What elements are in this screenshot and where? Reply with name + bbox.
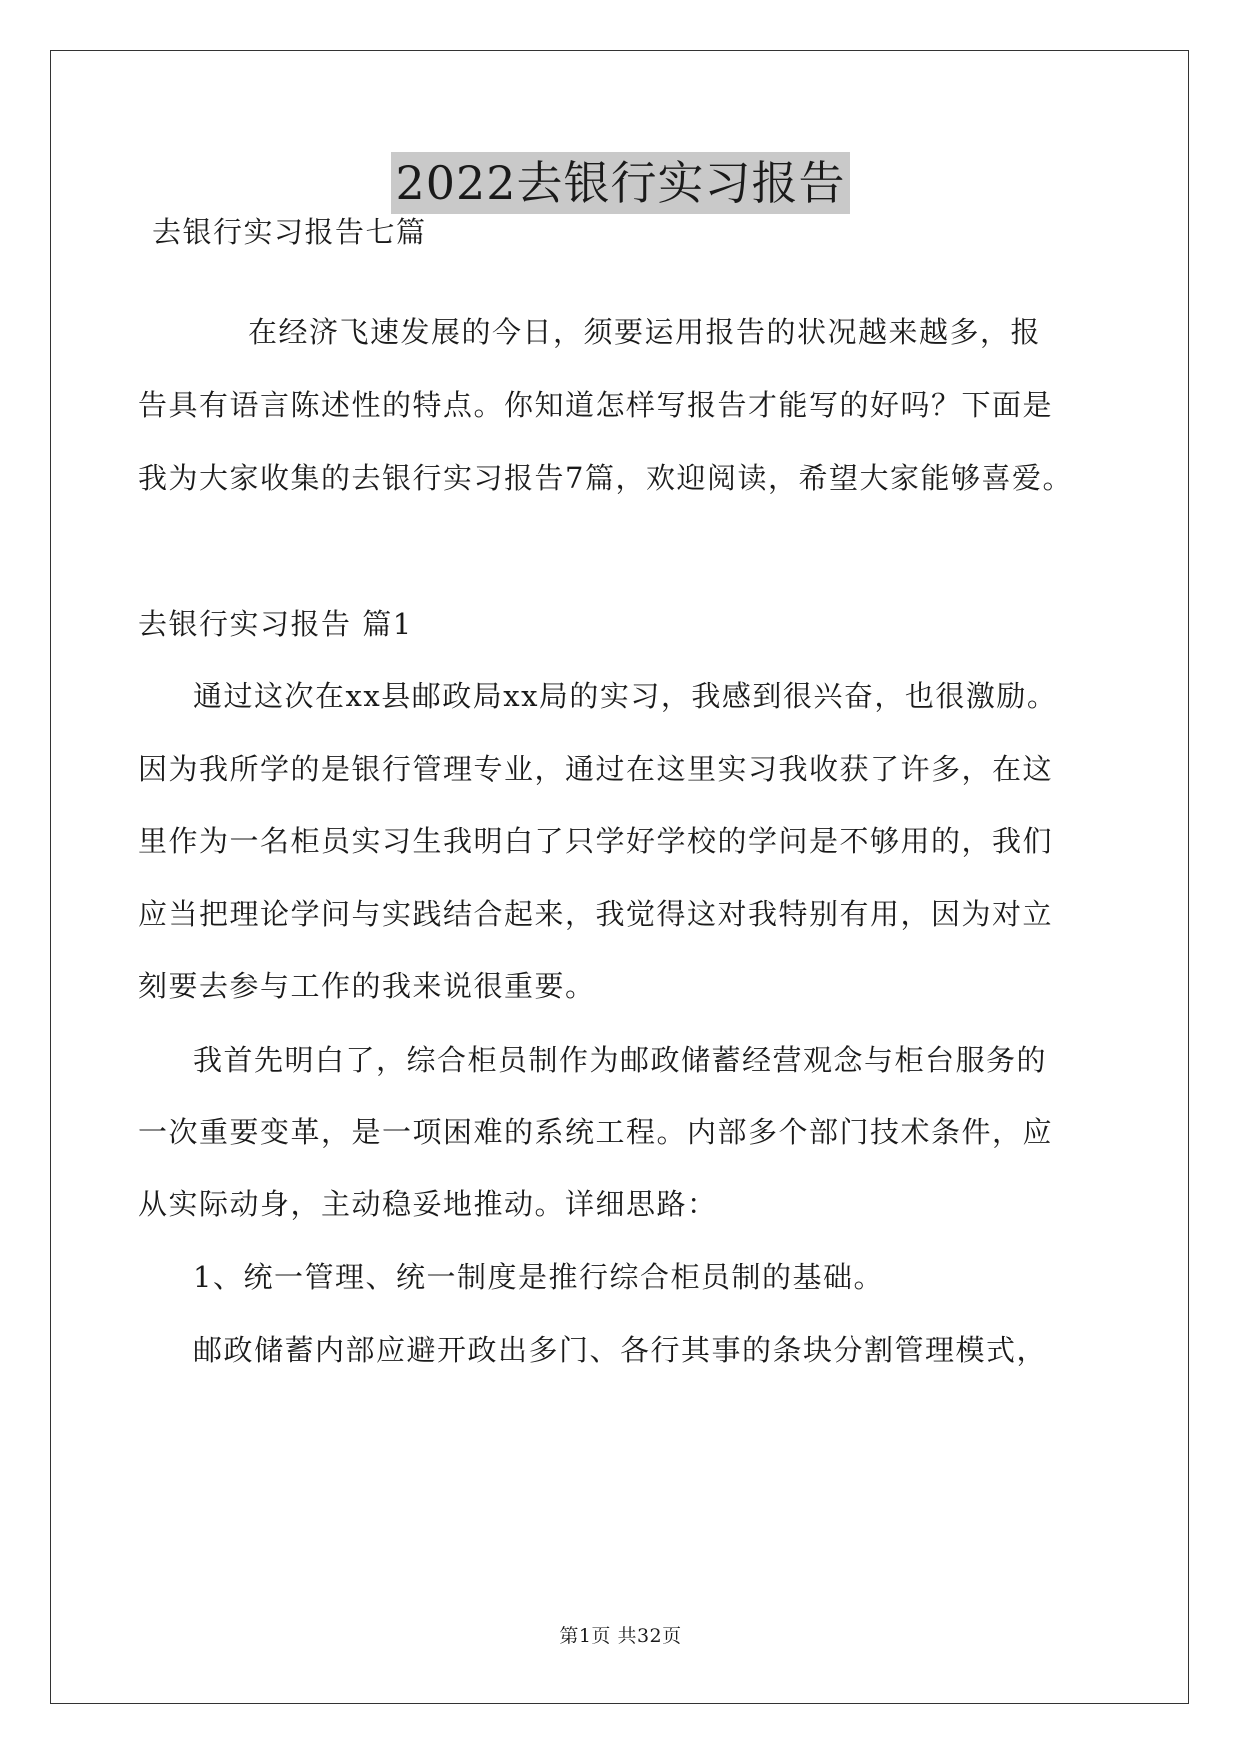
subtitle-line: 去银行实习报告七篇 xyxy=(152,215,427,249)
paragraph-line: 里作为一名柜员实习生我明白了只学好学校的学问是不够用的，我们 xyxy=(138,824,1054,858)
paragraph-line: 应当把理论学问与实践结合起来，我觉得这对我特别有用，因为对立 xyxy=(138,897,1054,931)
page-number-footer: 第1页 共32页 xyxy=(559,1625,682,1647)
paragraph-line: 一次重要变革，是一项困难的系统工程。内部多个部门技术条件，应 xyxy=(138,1115,1054,1149)
paragraph-line: 从实际动身，主动稳妥地推动。详细思路： xyxy=(138,1187,718,1221)
document-title: 2022去银行实习报告 xyxy=(391,152,849,214)
paragraph-line: 刻要去参与工作的我来说很重要。 xyxy=(138,969,596,1003)
section-heading: 去银行实习报告 篇1 xyxy=(138,607,413,641)
paragraph-line: 通过这次在xx县邮政局xx局的实习，我感到很兴奋，也很激励。 xyxy=(193,679,1058,713)
title-container xyxy=(0,152,1241,214)
paragraph-line: 我为大家收集的去银行实习报告7篇，欢迎阅读，希望大家能够喜爱。 xyxy=(138,461,1073,495)
paragraph-line: 邮政储蓄内部应避开政出多门、各行其事的条块分割管理模式， xyxy=(193,1333,1048,1367)
page-border xyxy=(50,50,1189,1704)
paragraph-line: 因为我所学的是银行管理专业，通过在这里实习我收获了许多，在这 xyxy=(138,752,1054,786)
list-item: 1、统一管理、统一制度是推行综合柜员制的基础。 xyxy=(193,1260,884,1294)
paragraph-line: 告具有语言陈述性的特点。你知道怎样写报告才能写的好吗？下面是 xyxy=(138,388,1054,422)
paragraph-line: 在经济飞速发展的今日，须要运用报告的状况越来越多，报 xyxy=(248,315,1042,349)
paragraph-line: 我首先明白了，综合柜员制作为邮政储蓄经营观念与柜台服务的 xyxy=(193,1043,1048,1077)
